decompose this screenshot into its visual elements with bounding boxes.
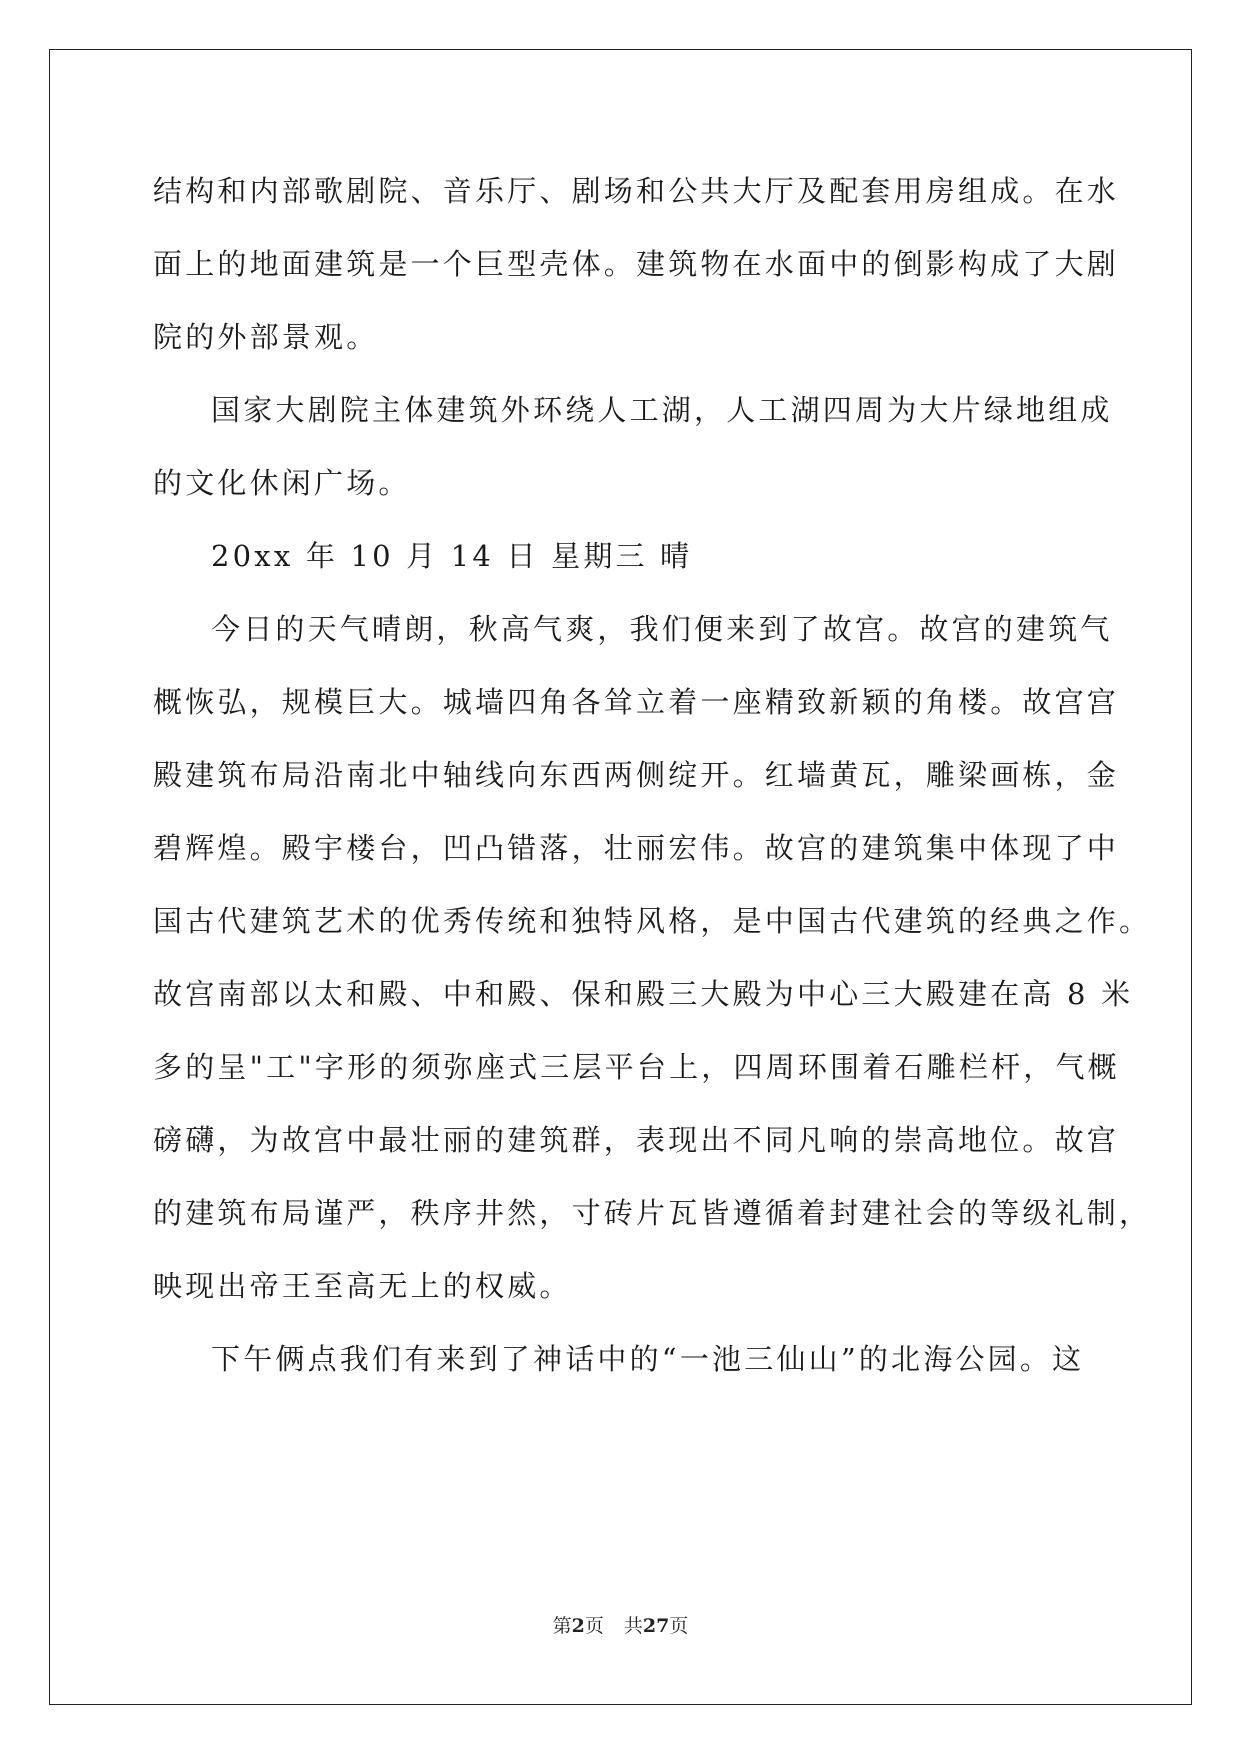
text-line: 下午俩点我们有来到了神话中的“一池三仙山”的北海公园。这 (211, 1342, 1085, 1376)
text-line: 概恢弘，规模巨大。城墙四角各耸立着一座精致新颖的角楼。故宫宫 (153, 685, 1120, 719)
text-line: 的文化休闲广场。 (153, 466, 411, 500)
text-line: 今日的天气晴朗，秋高气爽，我们便来到了故宫。故宫的建筑气 (211, 612, 1113, 646)
text-line: 院的外部景观。 (153, 320, 379, 354)
text-line: 故宫南部以太和殿、中和殿、保和殿三大殿为中心三大殿建在高 8 米 (153, 977, 1134, 1011)
text-line: 映现出帝王至高无上的权威。 (153, 1269, 572, 1303)
text-line: 面上的地面建筑是一个巨型壳体。建筑物在水面中的倒影构成了大剧 (153, 247, 1120, 281)
text-line: 国古代建筑艺术的优秀传统和独特风格，是中国古代建筑的经典之作。 (153, 904, 1152, 938)
current-page-number: 2 (571, 1615, 585, 1637)
text-line: 的建筑布局谨严，秩序井然，寸砖片瓦皆遵循着封建社会的等级礼制， (153, 1196, 1152, 1230)
page-suffix: 页 (584, 1615, 604, 1637)
page-footer (0, 1614, 1241, 1638)
total-page-number: 27 (642, 1615, 670, 1637)
document-body (153, 162, 1152, 1403)
total-prefix: 共 (623, 1615, 643, 1637)
text-line: 结构和内部歌剧院、音乐厅、剧场和公共大厅及配套用房组成。在水 (153, 174, 1120, 208)
diary-date-line: 20xx 年 10 月 14 日 星期三 晴 (211, 539, 693, 573)
text-line: 多的呈"工"字形的须弥座式三层平台上，四周环围着石雕栏杆，气概 (153, 1050, 1120, 1084)
total-suffix: 页 (669, 1615, 689, 1637)
text-line: 碧辉煌。殿宇楼台，凹凸错落，壮丽宏伟。故宫的建筑集中体现了中 (153, 831, 1120, 865)
text-line: 磅礴，为故宫中最壮丽的建筑群，表现出不同凡响的崇高地位。故宫 (153, 1123, 1120, 1157)
page-prefix: 第 (552, 1615, 572, 1637)
text-line: 国家大剧院主体建筑外环绕人工湖，人工湖四周为大片绿地组成 (211, 393, 1113, 427)
text-line: 殿建筑布局沿南北中轴线向东西两侧绽开。红墙黄瓦，雕梁画栋，金 (153, 758, 1120, 792)
